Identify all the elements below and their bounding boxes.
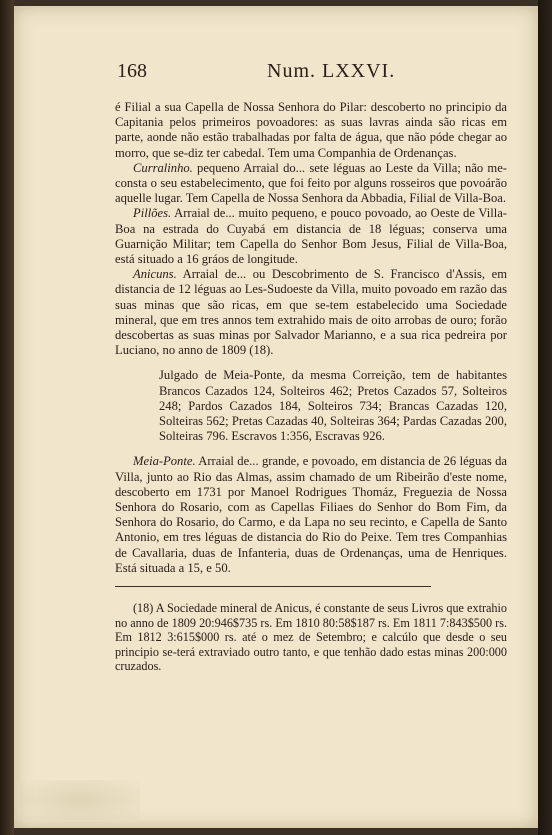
- entry-name: Anicuns.: [133, 267, 177, 282]
- paragraph-continuation: é Filial a sua Capella de Nossa Senhora do Pilar: descoberto no principio da Capitania pelos primeiros povoadores: as suas lavras ainda são ricas em parte, aonde não estão trabalhadas por falta de água, que não póde chegar ao morro, que se-diz ter cabedal. Tem uma Companhia de Ordenanças.: [115, 100, 507, 160]
- page-body: [115, 100, 507, 674]
- entry-anicuns: [115, 267, 507, 358]
- book-spine-edge: [0, 0, 14, 835]
- entry-pilloes: [115, 206, 507, 267]
- entry-text: Arraial de... muito pequeno, e pouco povoado, ao Oeste de Villa-Boa na estrada do Cuyabá em distancia de 18 léguas; conserva uma Guarnição Militar; tem Capella do Senhor Bom Jesus, Filial de Villa-Boa, está situado a 16 gráos de longitude.: [115, 206, 507, 267]
- running-head: Num. LXXVI.: [267, 60, 396, 82]
- paper-stain: [20, 780, 140, 820]
- entry-text: Arraial de... grande, e povoado, em distancia de 26 léguas da Villa, junto ao Rio das Almas, assim chamado de um Ribeirão d'este nome, descoberto em 1731 por Manoel Rodrigues Thomáz, Freguezia de Nossa Senhora do Rosario, com as Capellas Filiaes do Senhor do Bom Fim, da Senhora do Rosario, do Carmo, e da Lapa no seu recinto, e Capella de Santo Antonio, em tres léguas de distancia do Rio do Peixe. Tem tres Companhias de Cavallaria, duas de Infanteria, duas de Ordenanças, uma de Henriques. Está situada a 15, e 50.: [115, 454, 507, 575]
- entry-name: Curralinho.: [133, 160, 193, 175]
- entry-text: Arraial de... ou Descobrimento de S. Francisco d'Assis, em distancia de 12 léguas ao Les-Sudoeste da Villa, muito povoado em razão das suas minas que são ricas, em que se-tem estabelecido uma Sociedade mineral, que em tres annos tem extrahido mais de oito arrobas de ouro; forão descobertas as suas minas por Salvador Marianno, e a sua rica pedreira por Luciano, no anno de 1809 (18).: [115, 267, 507, 358]
- footnote-rule: [115, 586, 431, 587]
- footnote-18: (18) A Sociedade mineral de Anicus, é constante de seus Livros que extrahio no anno de 1809 20:946$735 rs. Em 1810 80:58$187 rs. Em 1811 7:843$500 rs. Em 1812 3:615$000 rs. até o mez de Setembro; e calcúlo que desde o seu principio se-terá extraviado outro tanto, e que tenhão dado estas minas 200:000 cruzados.: [115, 601, 507, 674]
- page-header: [115, 60, 507, 88]
- entry-text: pequeno Arraial do... sete léguas ao Leste da Villa; não me-consta o seu estabelecimento, que foi feito por alguns rosseiros que povoárão aquelle lugar. Tem Capella de Nossa Senhora da Abbadia, Filial de Villa-Boa.: [115, 160, 507, 206]
- page-number: 168: [117, 60, 147, 82]
- entry-name: Pillões.: [133, 206, 172, 221]
- entry-meia-ponte: [115, 454, 507, 576]
- census-meia-ponte: Julgado de Meia-Ponte, da mesma Correição, tem de habitantes Brancos Cazados 124, Solteiros 462; Pretos Cazados 57, Solteiros 248; Pardos Cazados 184, Solteiros 734; Brancas Cazadas 120, Solteiras 562; Pretas Cazadas 40, Solteiras 364; Pardas Cazadas 200, Solteiras 796. Escravos 1:356, Escravas 926.: [159, 368, 507, 444]
- entry-name: Meia-Ponte.: [133, 454, 196, 469]
- book-gutter: [538, 0, 552, 835]
- entry-curralinho: [115, 161, 507, 207]
